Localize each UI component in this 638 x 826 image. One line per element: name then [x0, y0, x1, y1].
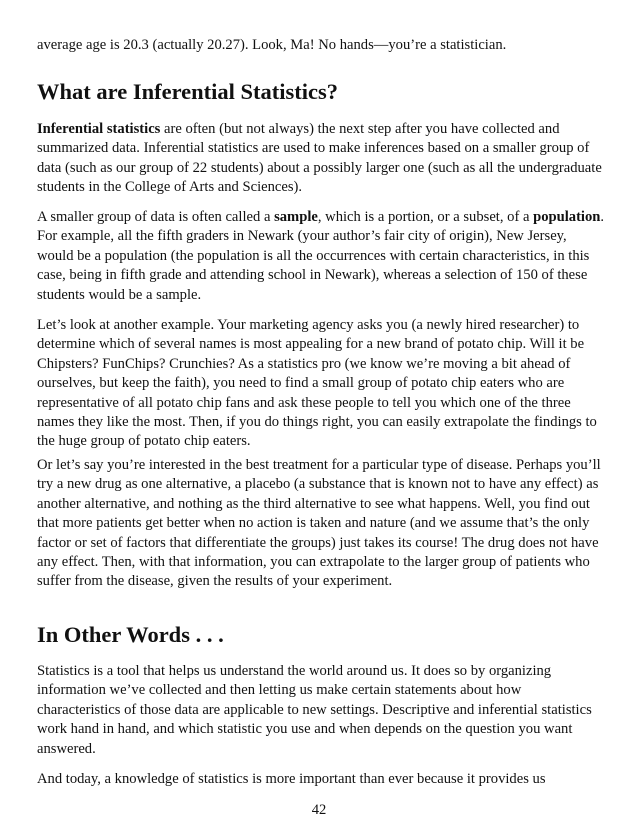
paragraph-drug-example: Or let’s say you’re interested in the best treatment for a particular type of disease. Perhaps you’ll try a new drug as one alternative, a placebo (a substance that is known not to have any effect) as another alternative, and nothing as the third alternative to see what happens. Well, you find out that more patients get better when no action is taken and nature (and we assume that’s the only factor or set of factors that differentiate the groups) just takes its course! The drug does not have any effect. Then, with that information, you can extrapolate to the larger group of patients who suffer from the disease, given the results of your experiment. — [37, 457, 601, 590]
section-heading-inferential: What are Inferential Statistics? — [37, 79, 339, 104]
paragraph-text: , which is a portion, or a subset, of a — [317, 209, 534, 225]
term-inferential-statistics: Inferential statistics — [37, 121, 161, 137]
paragraph-text: A smaller group of data is often called a — [37, 209, 275, 225]
paragraph-text: are often (but not always) the next step after you have collected and summarized data. Inferential statistics are used to make inferences based on a smaller group of data (such as our group of 22 students) about a possibly larger one (such as all the undergraduate students in the College of Arts and Sciences). — [37, 121, 602, 196]
paragraph-potato-chip-example: Let’s look at another example. Your marketing agency asks you (a newly hired researcher) to determine which of several names is most appealing for a new brand of potato chip. Will it be Chipsters? FunChips? Crunchies? As a statistics pro (we know we’re moving a bit ahead of ourselves, but keep the faith), you need to find a small group of potato chip eaters who are representative of all potato chip fans and ask these people to tell you which one of the three names they like the most. Then, if you do things right, you can easily extrapolate the findings to the huge group of potato chip eaters. — [37, 317, 597, 450]
page-number: 42 — [311, 802, 327, 818]
term-population: population — [533, 209, 601, 225]
paragraph-inferential-definition — [37, 120, 605, 198]
term-sample: sample — [274, 209, 318, 225]
paragraph-closing: And today, a knowledge of statistics is more important than ever because it provides us — [37, 771, 546, 787]
continued-paragraph: average age is 20.3 (actually 20.27). Look, Ma! No hands—you’re a statistician. — [37, 37, 507, 53]
section-heading-in-other-words: In Other Words . . . — [37, 622, 224, 647]
paragraph-sample-population — [37, 208, 605, 305]
paragraph-text: . For example, all the fifth graders in Newark (your author’s fair city of origin), New Jersey, would be a population (the population is all the occurrences with certain characteristics, in this case, being in fifth grade and attending school in Newark), whereas a selection of 150 of these students would be a sample. — [37, 209, 605, 303]
paragraph-summary: Statistics is a tool that helps us understand the world around us. It does so by organizing information we’ve collected and then letting us make certain statements about how characteristics of those data are applicable to new settings. Descriptive and inferential statistics work hand in hand, and which statistic you use and when depends on the question you want answered. — [37, 663, 592, 757]
